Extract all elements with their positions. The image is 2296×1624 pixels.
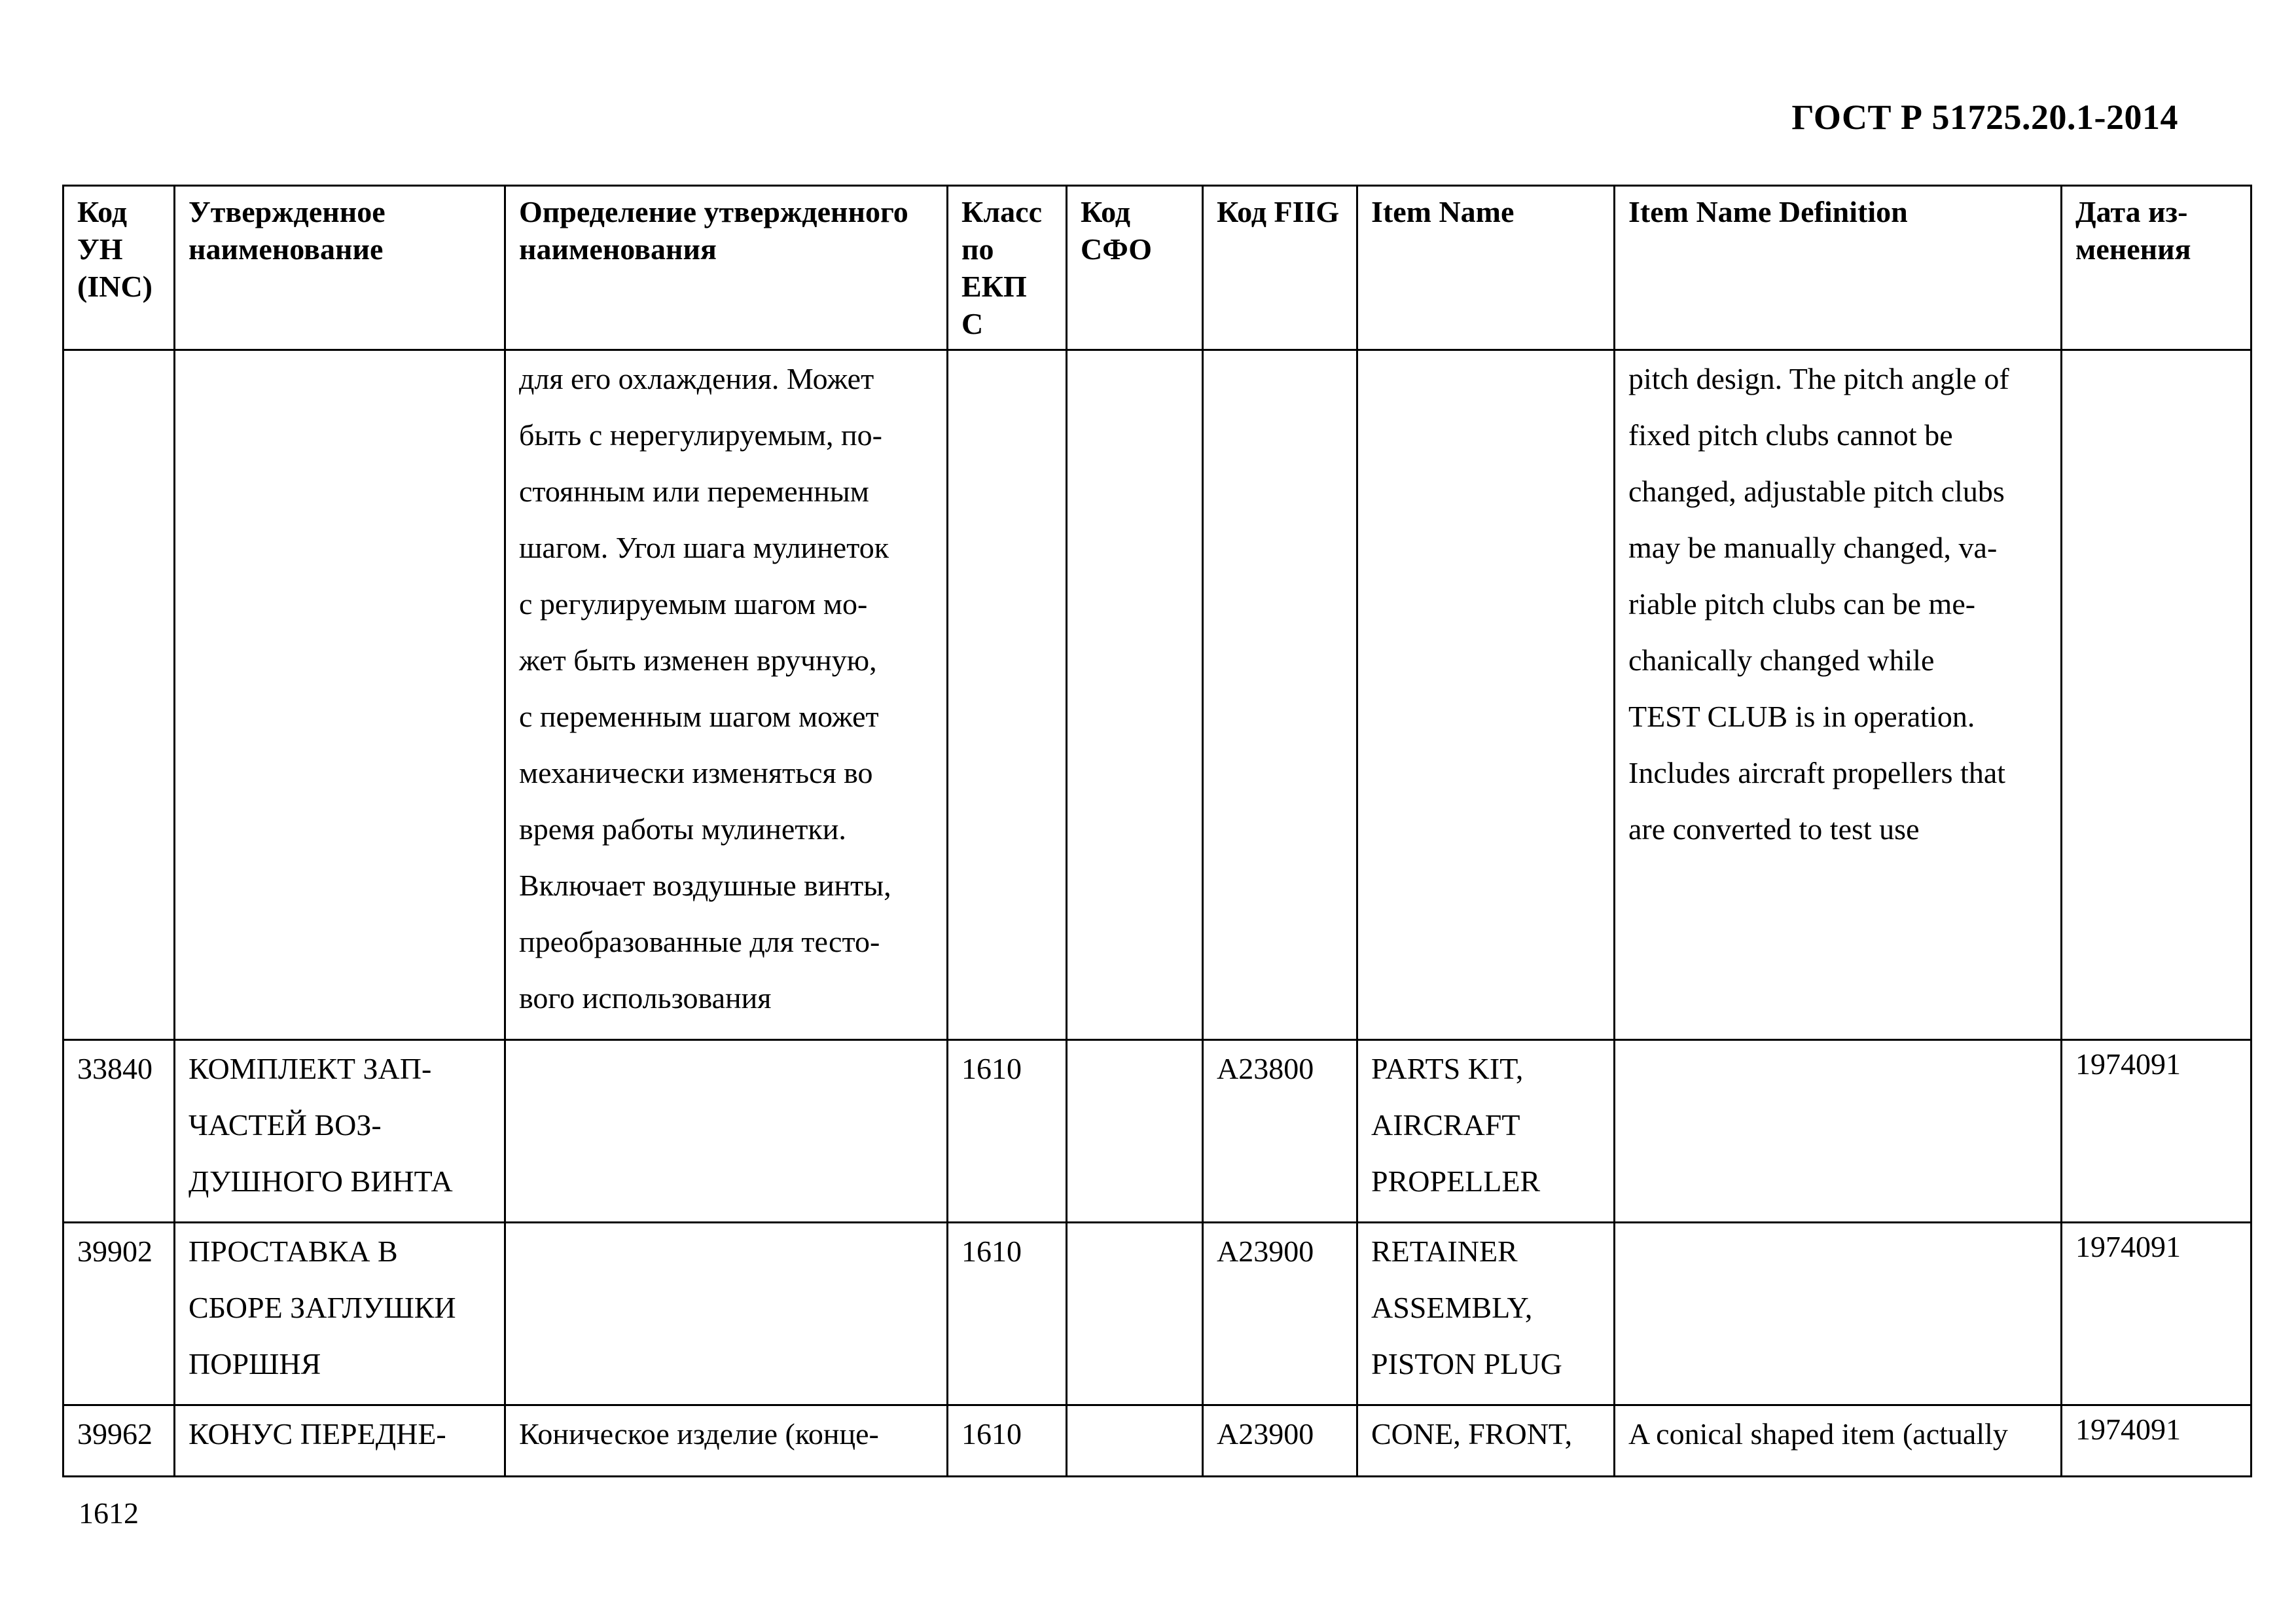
cell-definition <box>505 1040 948 1223</box>
cell-item-definition <box>1615 1040 2062 1223</box>
cell-class: 1610 <box>948 1040 1067 1223</box>
cell-name: КОМПЛЕКТ ЗАП- ЧАСТЕЙ ВОЗ- ДУШНОГО ВИНТА <box>175 1040 505 1223</box>
cell-sfo <box>1067 1223 1203 1405</box>
cell-fiig <box>1203 350 1357 1040</box>
cell-sfo <box>1067 1040 1203 1223</box>
cell-date <box>2062 350 2251 1040</box>
cell-class: 1610 <box>948 1405 1067 1477</box>
cell-name: КОНУС ПЕРЕДНЕ- <box>175 1405 505 1477</box>
cell-inc: 39902 <box>63 1223 175 1405</box>
header-approved-name: Утвержденное наименование <box>175 186 505 350</box>
cell-date: 1974091 <box>2062 1405 2251 1477</box>
cell-item-name <box>1357 350 1615 1040</box>
cell-date: 1974091 <box>2062 1223 2251 1405</box>
cell-fiig: A23900 <box>1203 1405 1357 1477</box>
table-row <box>63 350 2251 1040</box>
cell-definition <box>505 1223 948 1405</box>
cell-item-name: CONE, FRONT, <box>1357 1405 1615 1477</box>
table-header-row <box>63 186 2251 350</box>
header-change-date: Дата из-менения <box>2062 186 2251 350</box>
cell-sfo <box>1067 1405 1203 1477</box>
cell-item-definition: A conical shaped item (actually <box>1615 1405 2062 1477</box>
cell-name <box>175 350 505 1040</box>
cell-item-name: PARTS KIT, AIRCRAFT PROPELLER <box>1357 1040 1615 1223</box>
cell-definition: для его охлаждения. Может быть с нерегулируемым, по- стоянным или переменным шагом. Угол шага мулинеток с регулируемым шагом мо- жет быть изменен вручную, с переменным шагом может механически изменяться во время работы мулинетки. Включает воздушные винты, преобразованные для тесто- вого использования <box>505 350 948 1040</box>
header-fiig: Код FIIG <box>1203 186 1357 350</box>
header-class: Класс по ЕКП С <box>948 186 1067 350</box>
cell-fiig: A23900 <box>1203 1223 1357 1405</box>
header-item-name: Item Name <box>1357 186 1615 350</box>
cell-class: 1610 <box>948 1223 1067 1405</box>
cell-item-name: RETAINER ASSEMBLY, PISTON PLUG <box>1357 1223 1615 1405</box>
table-row <box>63 1223 2251 1405</box>
cell-definition: Коническое изделие (конце- <box>505 1405 948 1477</box>
cell-item-definition: pitch design. The pitch angle of fixed pitch clubs cannot be changed, adjustable pitch clubs may be manually changed, va- riable pitch clubs can be me- chanically changed while TEST CLUB is in operation. Includes aircraft propellers that are converted to test use <box>1615 350 2062 1040</box>
cell-sfo <box>1067 350 1203 1040</box>
header-sfo: Код СФО <box>1067 186 1203 350</box>
cell-class <box>948 350 1067 1040</box>
header-inc: Код УН (INC) <box>63 186 175 350</box>
header-item-name-definition: Item Name Definition <box>1615 186 2062 350</box>
cell-inc <box>63 350 175 1040</box>
cell-inc: 39962 <box>63 1405 175 1477</box>
cell-fiig: A23800 <box>1203 1040 1357 1223</box>
items-table <box>62 185 2252 1477</box>
cell-name: ПРОСТАВКА В СБОРЕ ЗАГЛУШКИ ПОРШНЯ <box>175 1223 505 1405</box>
header-approved-name-definition: Определение утвержденного наименования <box>505 186 948 350</box>
cell-inc: 33840 <box>63 1040 175 1223</box>
cell-item-definition <box>1615 1223 2062 1405</box>
table-row <box>63 1405 2251 1477</box>
standard-code: ГОСТ Р 51725.20.1-2014 <box>1791 98 2178 137</box>
table-row <box>63 1040 2251 1223</box>
page-number: 1612 <box>79 1496 139 1530</box>
cell-date: 1974091 <box>2062 1040 2251 1223</box>
